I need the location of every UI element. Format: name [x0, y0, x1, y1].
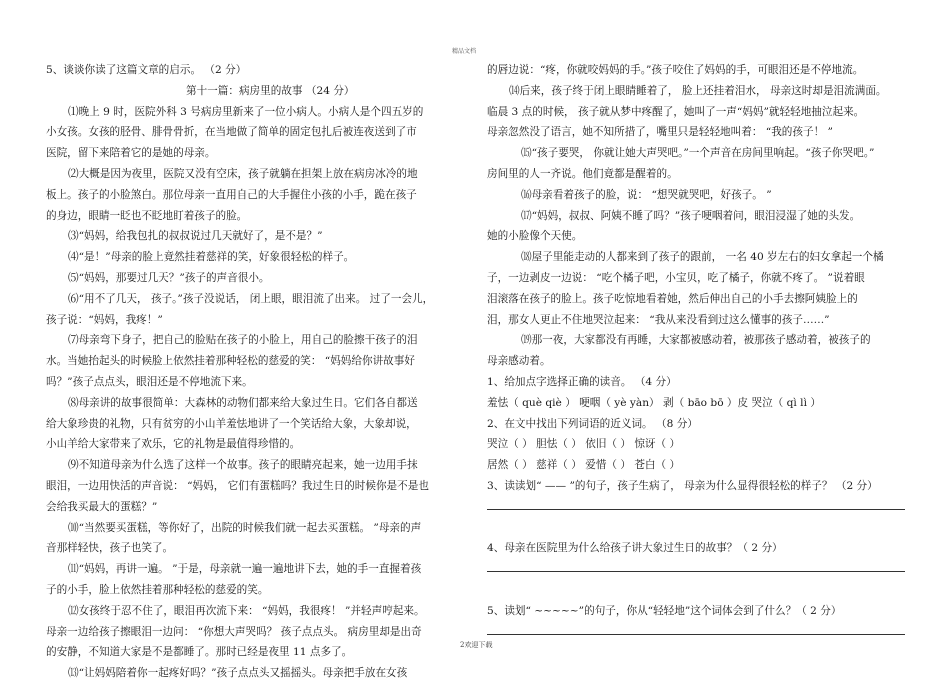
- text-line: 羞怯（ què qiè ） 哽咽（ yè yàn） 剥（ bāo bō ）皮 哭泣（ qì lì ）: [487, 396, 821, 409]
- answer-line: [487, 497, 907, 518]
- text-line: ⑹“用不了几天， 孩子。”孩子没说话， 闭上眼，眼泪流了出来。 过了一会儿，: [68, 292, 434, 305]
- text-line: ⑼不知道母亲为什么选了这样一个故事。孩子的眼睛亮起来，她一边用手抹: [68, 459, 418, 472]
- text-line: 吗？”孩子点点头，眼泪还是不停地流下来。: [46, 375, 253, 388]
- text-line: 2、在文中找出下列词语的近义词。 （8 分）: [487, 417, 698, 430]
- text-line: 音那样轻快，孩子也笑了。: [46, 542, 174, 555]
- text-line: ⒃母亲看着孩子的脸，说： “想哭就哭吧，好孩子。 ”: [521, 188, 772, 201]
- text-line: 4、母亲在医院里为什么给孩子讲大象过生日的故事？（ 2 分）: [487, 542, 783, 555]
- text-line: ⑴晚上 9 时，医院外科 3 号病房里新来了一位小病人。小病人是个四五岁的: [68, 105, 424, 118]
- text-line: 泪，那女人更止不住地哭泣起来： “我从来没看到过这么懂事的孩子……”: [487, 313, 830, 326]
- text-line: 泪滚落在孩子的脸上。孩子吃惊地看着她，然后伸出自己的小手去擦阿姨脸上的: [487, 292, 858, 305]
- text-line: ⒂“孩子要哭， 你就让她大声哭吧。”一个声音在房间里响起。“孩子你哭吧。”: [521, 147, 875, 160]
- text-line: 给大象珍贵的礼物，只有贫穷的小山羊羞怯地讲了一个笑话给大象，大象却说，: [46, 417, 417, 430]
- text-line: 眼泪，一边用快活的声音说： “妈妈， 它们有蛋糕吗？我过生日的时候你是不是也: [46, 479, 429, 492]
- answer-line: [487, 622, 907, 643]
- text-line: 的安静，不知道大家是不是都睡了。那时已经是夜里 11 点多了。: [46, 646, 353, 659]
- text-line: ⑵大概是因为夜里，医院又没有空床，孩子就躺在担架上放在病房冰冷的地: [68, 167, 418, 180]
- header-note: 精品文档: [452, 48, 477, 55]
- text-line: ⒅屋子里能走动的人都来到了孩子的跟前， 一名 40 岁左右的妇女拿起一个橘: [521, 251, 884, 264]
- text-line: 母亲一边给孩子擦眼泪一边问： “你想大声哭吗？ 孩子点点头。 病房里却是出奇: [46, 625, 422, 638]
- text-line: 1、给加点字选择正确的读音。 （4 分）: [487, 375, 677, 388]
- text-line: 她的小脸像个天使。: [487, 230, 583, 243]
- text-line: 5、读划“ ~~~~~”的句子，你从“轻轻地”这个词体会到了什么？（ 2 分）: [487, 604, 842, 617]
- text-line: 临晨 3 点的时候， 孩子就从梦中疼醒了，她叫了一声“妈妈”就轻轻地抽泣起来。: [487, 105, 865, 118]
- text-line: 母亲忽然没了语言，她不知所措了，嘴里只是轻轻地叫着： “我的孩子！ ”: [487, 126, 833, 139]
- text-line: 医院，留下来陪着它的是她的母亲。: [46, 147, 216, 160]
- text-line: 子，一边剥皮一边说： “吃个橘子吧，小宝贝，吃了橘子，你就不疼了。 ”说着眼: [487, 271, 865, 284]
- text-line: 母亲感动着。: [487, 355, 551, 368]
- text-line: 水。当她抬起头的时候脸上依然挂着那种轻松的慈爱的笑： “妈妈给你讲故事好: [46, 355, 415, 368]
- text-line: ⒁后来，孩子终于闭上眼睛睡着了， 脸上还挂着泪水， 母亲这时却是泪流满面。: [509, 84, 887, 97]
- text-line: 子的小手，脸上依然挂着那种轻松的慈爱的笑。: [46, 583, 269, 596]
- answer-line: [487, 559, 907, 580]
- left-column: [46, 60, 446, 684]
- text-line: 3、读读划“ —— ”的句子，孩子生病了， 母亲为什么显得很轻松的样子？ （2 分）: [487, 479, 878, 492]
- right-column: [487, 60, 907, 642]
- text-line: 小女孩。女孩的胫骨、腓骨骨折，在当地做了简单的固定包扎后被连夜送到了市: [46, 126, 417, 139]
- text-line: 板上。孩子的小脸煞白。那位母亲一直用自己的大手握住小孩的小手，跪在孩子: [46, 188, 417, 201]
- text-line: 孩子说：“妈妈，我疼！”: [46, 313, 163, 326]
- text-line: ⑻母亲讲的故事很简单：大森林的动物们都来给大象过生日。它们各自都送: [68, 396, 418, 409]
- text-line: 居然（ ） 慈祥（ ） 爱惜（ ） 苍白（ ）: [487, 459, 681, 472]
- text-line: ⑿女孩终于忍不住了，眼泪再次流下来： “妈妈，我很疼！ ”并轻声哼起来。: [68, 604, 425, 617]
- text-line: ⑷“是！”母亲的脸上竟然挂着慈祥的笑，好象很轻松的样子。: [68, 251, 355, 264]
- text-line: 的唇边说：“疼，你就咬妈妈的手。”孩子咬住了妈妈的手，可眼泪还是不停地流。: [487, 64, 864, 76]
- footer-note: 2欢迎下载: [460, 641, 493, 649]
- text-line: ⑸“妈妈，那要过几天？”孩子的声音很小。: [68, 271, 270, 284]
- text-line: 房间里的人一齐说。他们竟都是醒着的。: [487, 167, 678, 180]
- text-line: ⒀“让妈妈陪着你一起疼好吗？”孩子点点头又摇摇头。母亲把手放在女孩: [68, 667, 408, 680]
- text-line: [487, 580, 907, 601]
- text-line: ⑽“当然要买蛋糕，等你好了，出院的时候我们就一起去买蛋糕。 ”母亲的声: [68, 521, 422, 534]
- text-line: 小山羊给大家带来了欢乐，它的礼物是最值得珍惜的。: [46, 438, 301, 451]
- text-line: 第十一篇：病房里的故事 （24 分）: [186, 84, 355, 97]
- text-line: [487, 518, 907, 539]
- text-line: 5、谈谈你读了这篇文章的启示。 （2 分）: [46, 64, 247, 76]
- text-line: ⒄“妈妈，叔叔、阿姨不睡了吗？”孩子哽咽着问，眼泪浸湿了她的头发。: [521, 209, 861, 222]
- text-line: 哭泣（ ） 胆怯（ ） 依旧（ ） 惊讶（ ）: [487, 438, 681, 451]
- text-line: 会给我买最大的蛋糕？”: [46, 500, 158, 513]
- text-line: ⑶“妈妈，给我包扎的叔叔说过几天就好了，是不是？”: [68, 230, 323, 243]
- text-line: ⑾“妈妈，再讲一遍。 ”于是，母亲就一遍一遍地讲下去，她的手一直握着孩: [68, 563, 422, 576]
- text-line: ⑺母亲弯下身子，把自己的脸贴在孩子的小脸上，用自己的脸擦干孩子的泪: [68, 334, 418, 347]
- text-line: 的身边，眼睛一眨也不眨地盯着孩子的脸。: [46, 209, 248, 222]
- text-line: ⒆那一夜，大家都没有再睡，大家都被感动着，被那孩子感动着，被孩子的: [521, 334, 871, 347]
